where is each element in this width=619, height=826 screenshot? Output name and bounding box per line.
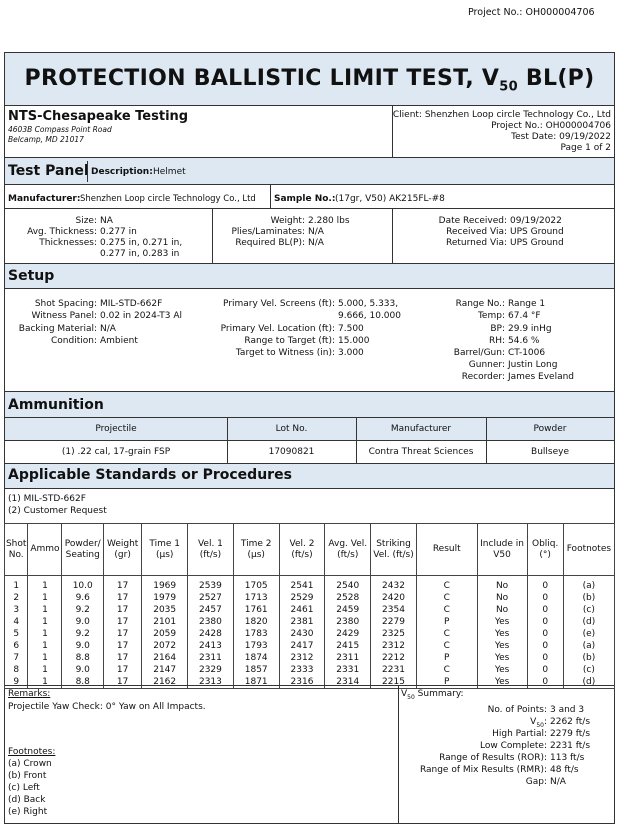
- table-cell: C: [416, 628, 477, 640]
- table-cell: 2380: [188, 616, 234, 628]
- thicknesses-value: 0.275 in, 0.271 in,: [100, 238, 183, 248]
- table-cell: 2312: [371, 640, 417, 652]
- table-cell: 2541: [279, 576, 325, 593]
- table-cell: 0: [527, 592, 563, 604]
- table-cell: 1: [28, 616, 62, 628]
- table-cell: 1: [28, 640, 62, 652]
- table-row: [5, 640, 615, 652]
- table-cell: Yes: [477, 628, 527, 640]
- table-cell: C: [416, 576, 477, 593]
- table-cell: 2316: [279, 676, 325, 689]
- lab-name: NTS-Chesapeake Testing: [8, 109, 189, 124]
- table-cell: C: [416, 604, 477, 616]
- table-cell: 4: [5, 616, 28, 628]
- table-cell: P: [416, 652, 477, 664]
- report-sheet: PROTECTION BALLISTIC LIMIT TEST, $V_{50}$ BL(P) NTS-Chesapeake Testing 4603B Compass Point Road Belcamp, MD 21017 Client: Shenzhen Loop circle Technology Co., Ltd Project No.: OH000004706 Test Date: 09/19/2022 Page 1 of 2 Test Panel Description: Helmet Manufacturer: Shenzhen Loop circle Technology Co., Ltd Sample No.: (17gr, V50) AK215FL-#8 Size: NA Avg. Thickness: 0.277 in Thicknesses: 0.275 in, 0.271 in, 0.277 in, 0.283 in Weight: 2.280 lbs Plies/Laminates: N/A Required BL(P): N/A Date Received: 09/19/2022 Received Via: UPS Ground Returned Via: UPS Ground Setup Shot Spacing: MIL-STD-662F Witness Panel: 0.02 in 2024-T3 Al Backing Material: N/A Condition: Ambient Primary Vel. Screens (ft): 5.000, 5.333, 9.666, 10.000 Primary Vel. Location (ft): 7.500 Range to Target (ft): 15.000 Target to Witness (in): 3.000 Range No.: Range 1 Temp: 67.4 °F BP: 29.9 inHg RH: 54.6 % Barrel/Gun: CT-1006 Gunner: Justin Long Recorder: James Eveland Ammunition Projectile Lot No. Manufacturer Powder (1) .22 cal, 17-grain FSP 17090821 Contra Threat Sciences Bullseye Applicable Standards or Procedures (1) MIL-STD-662F (2) Customer Request Shot No. Ammo Powder/ Seating Weight (gr) Time 1 (µs) Vel. 1 (ft/s) Time 2 (µs) Vel. 2 (ft/s) Avg. Vel. (ft/s) Striking Vel. (ft/s) Result Include in V50 Obliq. (°) Footnotes 1 1 10.0 17 1969 2539 1705 2541 2540 2432 C No 0 (a) 2 1 9.6 17 1979 2527 1713 2529 2528 2420 C No 0 (b) 3 1 9.2 17 2035 2457 1761 2461 2459 2354 C No 0 (c) 4 1 9.0 17 2101 2380 1820 2381 2380 2279 P Yes 0 (d) 5 1 9.2 17 2059 2428 1783 2430 2429 2325 C Yes 0 (e) 6 1 9.0 17 2072 2413 1793 2417 2415 2312 C Yes 0 (a) 7 1 8.8 17 2164 2311 1874 2312 2311 2212 P Yes 0 (b) 8 1 9.0 17 2147 2329 1857 2333 2331 2231 C Yes 0 (c) 9 1 8.8 17 2162 2313 1871 2316 2314 2215 P Yes 0 (d) Remarks: Projectile Yaw Check: 0° Yaw on All Impacts. Footnotes: (a) Crown (b) Front (c) Left (d) Back (e) Right $V_{50}$ Summary: No. of Points: 3 and 3 $V_{50}$: 2262 ft/s High Partial: 2279 ft/s Low Complete: 2231 ft/s Range of Results (ROR): 113 ft/s Range of Mix Results (RMR): 48 ft/s Gap: N/A: [4, 52, 615, 824]
- col-projectile: Projectile: [95, 424, 137, 434]
- table-cell: 2528: [325, 592, 371, 604]
- table-cell: 1705: [233, 576, 279, 593]
- table-cell: 17: [103, 640, 141, 652]
- vel-location-value: 7.500: [338, 324, 364, 334]
- table-cell: 2429: [325, 628, 371, 640]
- table-cell: 5: [5, 628, 28, 640]
- table-cell: (e): [563, 628, 614, 640]
- description-label: Description:: [91, 167, 153, 177]
- table-cell: 2420: [371, 592, 417, 604]
- table-cell: 2231: [371, 664, 417, 676]
- footnote-item: (a) Crown: [8, 759, 52, 769]
- shots-col-header: Striking Vel. (ft/s): [371, 524, 417, 576]
- required-bl-value: N/A: [308, 238, 324, 248]
- table-cell: 2101: [142, 616, 188, 628]
- table-cell: No: [477, 592, 527, 604]
- shots-col-header: Vel. 1 (ft/s): [188, 524, 234, 576]
- shots-col-header: Footnotes: [563, 524, 614, 576]
- table-cell: 2529: [279, 592, 325, 604]
- test-panel-heading: Test Panel: [8, 163, 89, 179]
- table-cell: No: [477, 604, 527, 616]
- barrel-gun-value: CT-1006: [508, 348, 546, 358]
- table-cell: (c): [563, 604, 614, 616]
- remarks-text: Projectile Yaw Check: 0° Yaw on All Impacts.: [8, 702, 206, 712]
- table-row: [5, 604, 615, 616]
- table-cell: 8.8: [62, 676, 104, 689]
- size-value: NA: [100, 216, 113, 226]
- table-cell: 2459: [325, 604, 371, 616]
- table-cell: C: [416, 640, 477, 652]
- table-cell: 0: [527, 640, 563, 652]
- table-cell: 0: [527, 652, 563, 664]
- standards-heading: Applicable Standards or Procedures: [8, 467, 292, 483]
- table-cell: Yes: [477, 664, 527, 676]
- table-cell: 3: [5, 604, 28, 616]
- ammo-manufacturer: Contra Threat Sciences: [368, 447, 474, 457]
- shots-col-header: Weight (gr): [103, 524, 141, 576]
- ror-value: 113 ft/s: [550, 753, 585, 763]
- plies-value: N/A: [308, 227, 324, 237]
- table-cell: 17: [103, 576, 141, 593]
- table-cell: 2035: [142, 604, 188, 616]
- test-date: Test Date: 09/19/2022: [511, 132, 611, 142]
- table-cell: 2354: [371, 604, 417, 616]
- table-row: [5, 676, 615, 689]
- manufacturer-label: Manufacturer:: [8, 194, 81, 204]
- table-cell: 0: [527, 576, 563, 593]
- table-cell: 9.6: [62, 592, 104, 604]
- sample-value: (17gr, V50) AK215FL-#8: [335, 194, 445, 204]
- table-cell: 0: [527, 616, 563, 628]
- bp-value: 29.9 inHg: [508, 324, 552, 334]
- table-cell: Yes: [477, 676, 527, 689]
- table-cell: 2212: [371, 652, 417, 664]
- table-cell: 2432: [371, 576, 417, 593]
- recorder-value: James Eveland: [508, 372, 575, 382]
- table-cell: 17: [103, 604, 141, 616]
- low-complete-value: 2231 ft/s: [550, 741, 591, 751]
- table-cell: 1820: [233, 616, 279, 628]
- summary-heading: $V_{50}$ Summary:: [401, 689, 464, 701]
- table-cell: 9.0: [62, 640, 104, 652]
- col-powder: Powder: [533, 424, 567, 434]
- table-cell: 17: [103, 664, 141, 676]
- ammo-powder: Bullseye: [531, 447, 569, 457]
- received-via-value: UPS Ground: [510, 227, 564, 237]
- table-cell: 2457: [188, 604, 234, 616]
- table-cell: 0: [527, 664, 563, 676]
- table-cell: 6: [5, 640, 28, 652]
- table-cell: 17: [103, 592, 141, 604]
- manufacturer-value: Shenzhen Loop circle Technology Co., Ltd: [80, 194, 256, 204]
- shots-col-header: Vel. 2 (ft/s): [279, 524, 325, 576]
- shots-col-header: Powder/ Seating: [62, 524, 104, 576]
- table-cell: (c): [563, 664, 614, 676]
- table-cell: 1969: [142, 576, 188, 593]
- table-cell: 1: [28, 676, 62, 689]
- table-cell: 2331: [325, 664, 371, 676]
- table-row: [5, 576, 615, 593]
- table-cell: 9.2: [62, 628, 104, 640]
- table-cell: 17: [103, 652, 141, 664]
- vel-screens-value: 5.000, 5.333,: [338, 299, 399, 309]
- shot-spacing-value: MIL-STD-662F: [100, 299, 163, 309]
- sample-label: Sample No.:: [274, 194, 336, 204]
- table-row: [5, 592, 615, 604]
- page-number: Page 1 of 2: [560, 143, 611, 153]
- table-cell: 2311: [325, 652, 371, 664]
- table-cell: 2147: [142, 664, 188, 676]
- table-cell: 2162: [142, 676, 188, 689]
- table-cell: 2072: [142, 640, 188, 652]
- table-cell: 17: [103, 628, 141, 640]
- table-cell: 9.2: [62, 604, 104, 616]
- rmr-value: 48 ft/s: [550, 765, 579, 775]
- description-value: Helmet: [153, 167, 186, 177]
- shots-col-header: Time 1 (µs): [142, 524, 188, 576]
- table-row: [5, 664, 615, 676]
- table-row: [5, 616, 615, 628]
- table-cell: 2313: [188, 676, 234, 689]
- table-cell: C: [416, 592, 477, 604]
- shots-col-header: Avg. Vel. (ft/s): [325, 524, 371, 576]
- footnote-item: (d) Back: [8, 795, 46, 805]
- table-cell: 2: [5, 592, 28, 604]
- table-cell: (d): [563, 676, 614, 689]
- ammo-projectile: (1) .22 cal, 17-grain FSP: [61, 447, 171, 457]
- rh-value: 54.6 %: [508, 336, 540, 346]
- table-cell: Yes: [477, 616, 527, 628]
- table-cell: 2428: [188, 628, 234, 640]
- table-cell: 7: [5, 652, 28, 664]
- table-cell: 1979: [142, 592, 188, 604]
- table-cell: 2279: [371, 616, 417, 628]
- table-cell: 1871: [233, 676, 279, 689]
- remarks-heading: Remarks:: [8, 689, 51, 699]
- gap-value: N/A: [550, 777, 566, 787]
- table-row: [5, 652, 615, 664]
- returned-via-value: UPS Ground: [510, 238, 564, 248]
- table-cell: 1713: [233, 592, 279, 604]
- lab-address-1: 4603B Compass Point Road: [8, 125, 112, 134]
- table-cell: 1857: [233, 664, 279, 676]
- table-cell: 10.0: [62, 576, 104, 593]
- table-cell: 17: [103, 676, 141, 689]
- footnote-item: (b) Front: [8, 771, 47, 781]
- table-cell: 1761: [233, 604, 279, 616]
- target-to-witness-value: 3.000: [338, 348, 364, 358]
- table-cell: 0: [527, 628, 563, 640]
- table-cell: 2380: [325, 616, 371, 628]
- table-cell: 1783: [233, 628, 279, 640]
- table-cell: 9.0: [62, 664, 104, 676]
- shots-col-header: Result: [416, 524, 477, 576]
- footnotes-heading: Footnotes:: [8, 747, 56, 757]
- shots-col-header: Include in V50: [477, 524, 527, 576]
- table-cell: 2381: [279, 616, 325, 628]
- backing-material-value: N/A: [100, 324, 116, 334]
- client-project: Project No.: OH000004706: [491, 121, 611, 131]
- table-cell: (a): [563, 576, 614, 593]
- ammo-lot: 17090821: [268, 447, 315, 457]
- table-cell: 2333: [279, 664, 325, 676]
- table-cell: No: [477, 576, 527, 593]
- table-cell: 9.0: [62, 616, 104, 628]
- table-cell: 1: [5, 576, 28, 593]
- table-cell: 2312: [279, 652, 325, 664]
- table-cell: 2215: [371, 676, 417, 689]
- table-cell: (b): [563, 652, 614, 664]
- table-cell: (b): [563, 592, 614, 604]
- table-cell: 2314: [325, 676, 371, 689]
- gunner-value: Justin Long: [508, 360, 558, 370]
- range-to-target-value: 15.000: [338, 336, 370, 346]
- table-cell: 1: [28, 576, 62, 593]
- table-cell: Yes: [477, 652, 527, 664]
- date-received-value: 09/19/2022: [510, 216, 562, 226]
- shots-col-header: Time 2 (µs): [233, 524, 279, 576]
- page-title: PROTECTION BALLISTIC LIMIT TEST, $V_{50}$ BL(P): [24, 66, 595, 95]
- witness-panel-value: 0.02 in 2024-T3 Al: [100, 311, 183, 321]
- table-cell: (a): [563, 640, 614, 652]
- table-cell: 9: [5, 676, 28, 689]
- avg-thickness-value: 0.277 in: [100, 227, 137, 237]
- table-cell: 2059: [142, 628, 188, 640]
- points-value: 3 and 3: [550, 705, 585, 715]
- table-cell: 2527: [188, 592, 234, 604]
- table-cell: 2430: [279, 628, 325, 640]
- table-cell: 1: [28, 628, 62, 640]
- table-cell: 0: [527, 604, 563, 616]
- table-cell: 8: [5, 664, 28, 676]
- table-cell: 2164: [142, 652, 188, 664]
- footnote-item: (c) Left: [8, 783, 40, 793]
- table-cell: 2413: [188, 640, 234, 652]
- client-name: Client: Shenzhen Loop circle Technology Co., Ltd: [392, 110, 611, 120]
- table-cell: 2329: [188, 664, 234, 676]
- v50-value: 2262 ft/s: [550, 717, 591, 727]
- table-cell: 2417: [279, 640, 325, 652]
- table-cell: 1793: [233, 640, 279, 652]
- table-cell: 17: [103, 616, 141, 628]
- table-cell: 2539: [188, 576, 234, 593]
- col-manufacturer: Manufacturer: [390, 424, 452, 434]
- table-cell: 1874: [233, 652, 279, 664]
- col-lot: Lot No.: [275, 424, 308, 434]
- standard-item-1: (1) MIL-STD-662F: [8, 494, 86, 504]
- table-cell: P: [416, 616, 477, 628]
- table-cell: 8.8: [62, 652, 104, 664]
- shots-col-header: Shot No.: [5, 524, 28, 576]
- table-cell: 1: [28, 664, 62, 676]
- temp-value: 67.4 °F: [508, 311, 541, 321]
- table-cell: 2415: [325, 640, 371, 652]
- table-cell: 2461: [279, 604, 325, 616]
- table-cell: 0: [527, 676, 563, 689]
- weight-value: 2.280 lbs: [308, 216, 350, 226]
- shots-col-header: Ammo: [28, 524, 62, 576]
- table-row: [5, 628, 615, 640]
- shots-table: [4, 523, 615, 689]
- shots-col-header: Obliq. (°): [527, 524, 563, 576]
- high-partial-value: 2279 ft/s: [550, 729, 591, 739]
- table-cell: 1: [28, 652, 62, 664]
- table-cell: 1: [28, 604, 62, 616]
- range-no-value: Range 1: [508, 299, 546, 309]
- table-cell: 2311: [188, 652, 234, 664]
- table-cell: 2540: [325, 576, 371, 593]
- lab-address-2: Belcamp, MD 21017: [8, 135, 84, 144]
- table-cell: P: [416, 676, 477, 689]
- top-project-number: Project No.: OH000004706: [468, 7, 595, 18]
- footnote-item: (e) Right: [8, 807, 48, 817]
- table-cell: C: [416, 664, 477, 676]
- table-cell: 2325: [371, 628, 417, 640]
- table-cell: (d): [563, 616, 614, 628]
- condition-value: Ambient: [100, 336, 138, 346]
- setup-heading: Setup: [8, 268, 55, 284]
- table-cell: Yes: [477, 640, 527, 652]
- standard-item-2: (2) Customer Request: [8, 506, 107, 516]
- ammunition-heading: Ammunition: [8, 397, 104, 413]
- table-cell: 1: [28, 592, 62, 604]
